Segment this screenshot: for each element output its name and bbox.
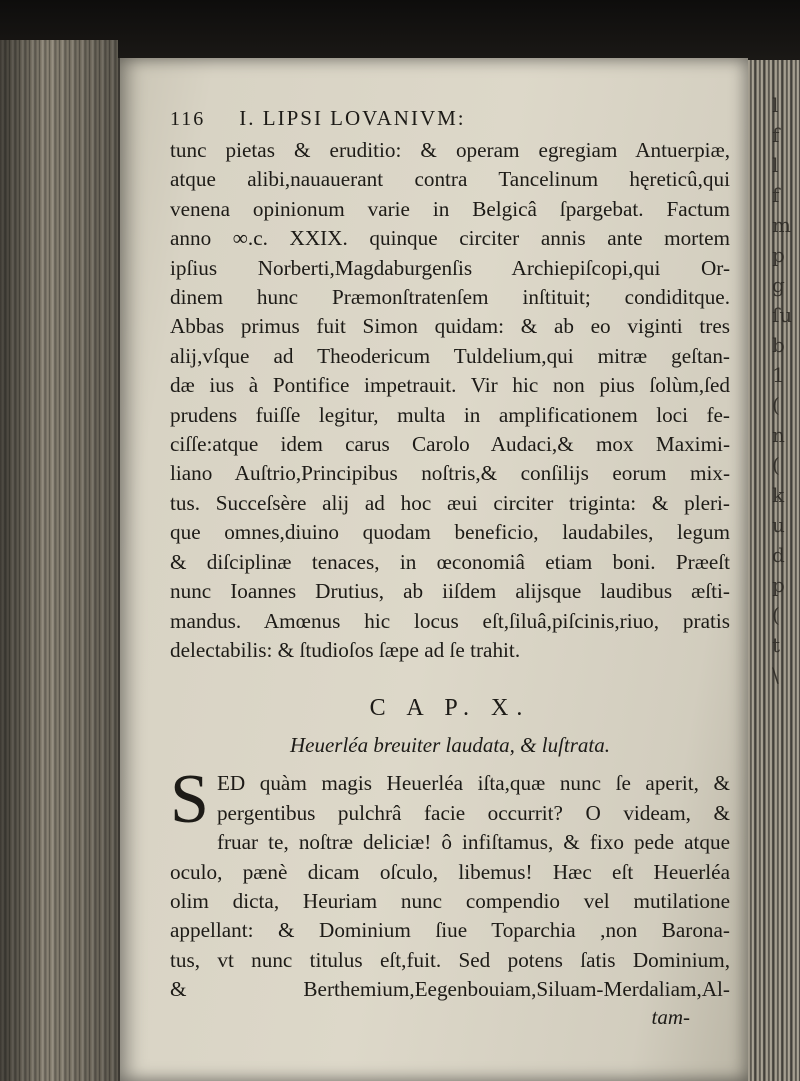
margin-glyph: g <box>772 273 785 297</box>
book-page <box>120 58 748 1081</box>
margin-glyph: m <box>772 213 791 237</box>
margin-glyph: p <box>772 243 785 267</box>
text-line: mandus. Amœnus hic locus eſt,ſiluâ,piſcinis,riuo, pratis <box>170 608 730 633</box>
text-line: anno ∞.c. XXIX. quinque circiter annis ante mortem <box>170 226 730 251</box>
margin-glyph: ( <box>772 453 780 477</box>
margin-glyph: l <box>772 153 779 177</box>
text-line: tus. Succeſsère alij ad hoc æui circiter triginta: & pleri- <box>170 490 730 515</box>
margin-glyph: t <box>772 633 781 657</box>
text-line: ciſſe:atque idem carus Carolo Audaci,& mox Maximi- <box>170 432 730 457</box>
text-line: prudens fuiſſe legitur, multa in amplificationem loci fe- <box>170 402 730 427</box>
text-line: tunc pietas & eruditio: & operam egregiam Antuerpiæ, <box>170 138 730 162</box>
text-line: atque alibi,nauauerant contra Tancelinum hęreticû,qui <box>170 167 730 192</box>
text-line: liano Auſtrio,Principibus noſtris,& conſilijs eorum mix- <box>170 461 730 486</box>
left-edge-shadow <box>0 40 118 1081</box>
page-content <box>170 106 730 1030</box>
text-line: ED quàm magis Heuerléa iſta,quæ nunc ſe aperit, & <box>216 771 730 796</box>
running-title: I. LIPSI LOVANIVM: <box>239 106 466 130</box>
margin-glyph: u <box>772 513 785 537</box>
text-line: dæ ius à Pontifice impetrauit. Vir hic non pius ſolùm,ſed <box>170 373 730 398</box>
running-header <box>170 106 730 136</box>
text-line: que omnes,diuino quodam beneficio, laudabiles, legum <box>170 520 730 545</box>
text-line: Abbas primus fuit Simon quidam: & ab eo viginti tres <box>170 314 730 339</box>
catchword: tam- <box>651 1004 690 1029</box>
text-line: ipſius Norberti,Magdaburgenſis Archiepiſcopi,qui Or- <box>170 255 730 280</box>
chapter-heading: C A P. X. <box>369 695 531 722</box>
margin-glyph: k <box>772 483 785 507</box>
paragraph-2-lines <box>170 761 730 1004</box>
text-line: nunc Ioannes Drutius, ab iiſdem alijsque laudibus æſti- <box>170 579 730 604</box>
text-line: & Berthemium,Eegenbouiam,Siluam-Merdaliam,Al- <box>170 977 730 1002</box>
text-line: tus, vt nunc titulus eſt,fuit. Sed potens ſatis Dominium, <box>170 947 730 972</box>
margin-glyph: p <box>772 573 785 597</box>
text-line: appellant: & Dominium ſiue Toparchia ,non Barona- <box>170 918 730 943</box>
text-line: alij,vſque ad Theodericum Tuldelium,qui mitræ geſtan- <box>170 343 730 368</box>
margin-glyph: f <box>772 123 780 147</box>
drop-cap: S <box>170 761 209 839</box>
chapter-subtitle: Heuerléa breuiter laudata, & luſtrata. <box>289 733 611 758</box>
paragraph-2 <box>170 761 730 1004</box>
text-line: olim dicta, Heuriam nunc compendio vel mutilatione <box>170 888 730 913</box>
page-number: 116 <box>170 108 206 130</box>
margin-glyph: n <box>772 423 785 447</box>
margin-glyph: b <box>772 333 785 357</box>
text-line: delectabilis: & ſtudioſos ſæpe ad ſe trahit. <box>170 637 521 662</box>
text-line: fruar te, noſtræ deliciæ! ô infiſtamus, & fixo pede atque <box>216 830 730 855</box>
text-line: dinem hunc Præmonſtratenſem inſtituit; condiditque. <box>170 285 730 310</box>
margin-glyph: d <box>772 543 785 567</box>
text-line: oculo, pænè dicam oſculo, libemus! Hæc eſt Heuerléa <box>170 859 730 884</box>
paragraph-1 <box>170 136 730 665</box>
margin-glyph: ( <box>772 603 780 627</box>
text-line: venena opinionum varie in Belgicâ ſpargebat. Factum <box>170 196 730 221</box>
text-line: pergentibus pulchrâ facie occurrit? O videam, & <box>216 800 730 825</box>
margin-glyph: ( <box>772 393 780 417</box>
margin-glyph: f <box>772 183 780 207</box>
margin-glyph: ſu <box>772 303 793 327</box>
margin-glyph: l <box>772 93 779 117</box>
margin-glyph: \ <box>772 663 779 687</box>
margin-glyph: 1 <box>772 363 785 387</box>
text-line: & diſciplinæ tenaces, in œconomiâ etiam boni. Præeſt <box>170 549 730 574</box>
next-page-margin-fragments <box>772 90 800 690</box>
